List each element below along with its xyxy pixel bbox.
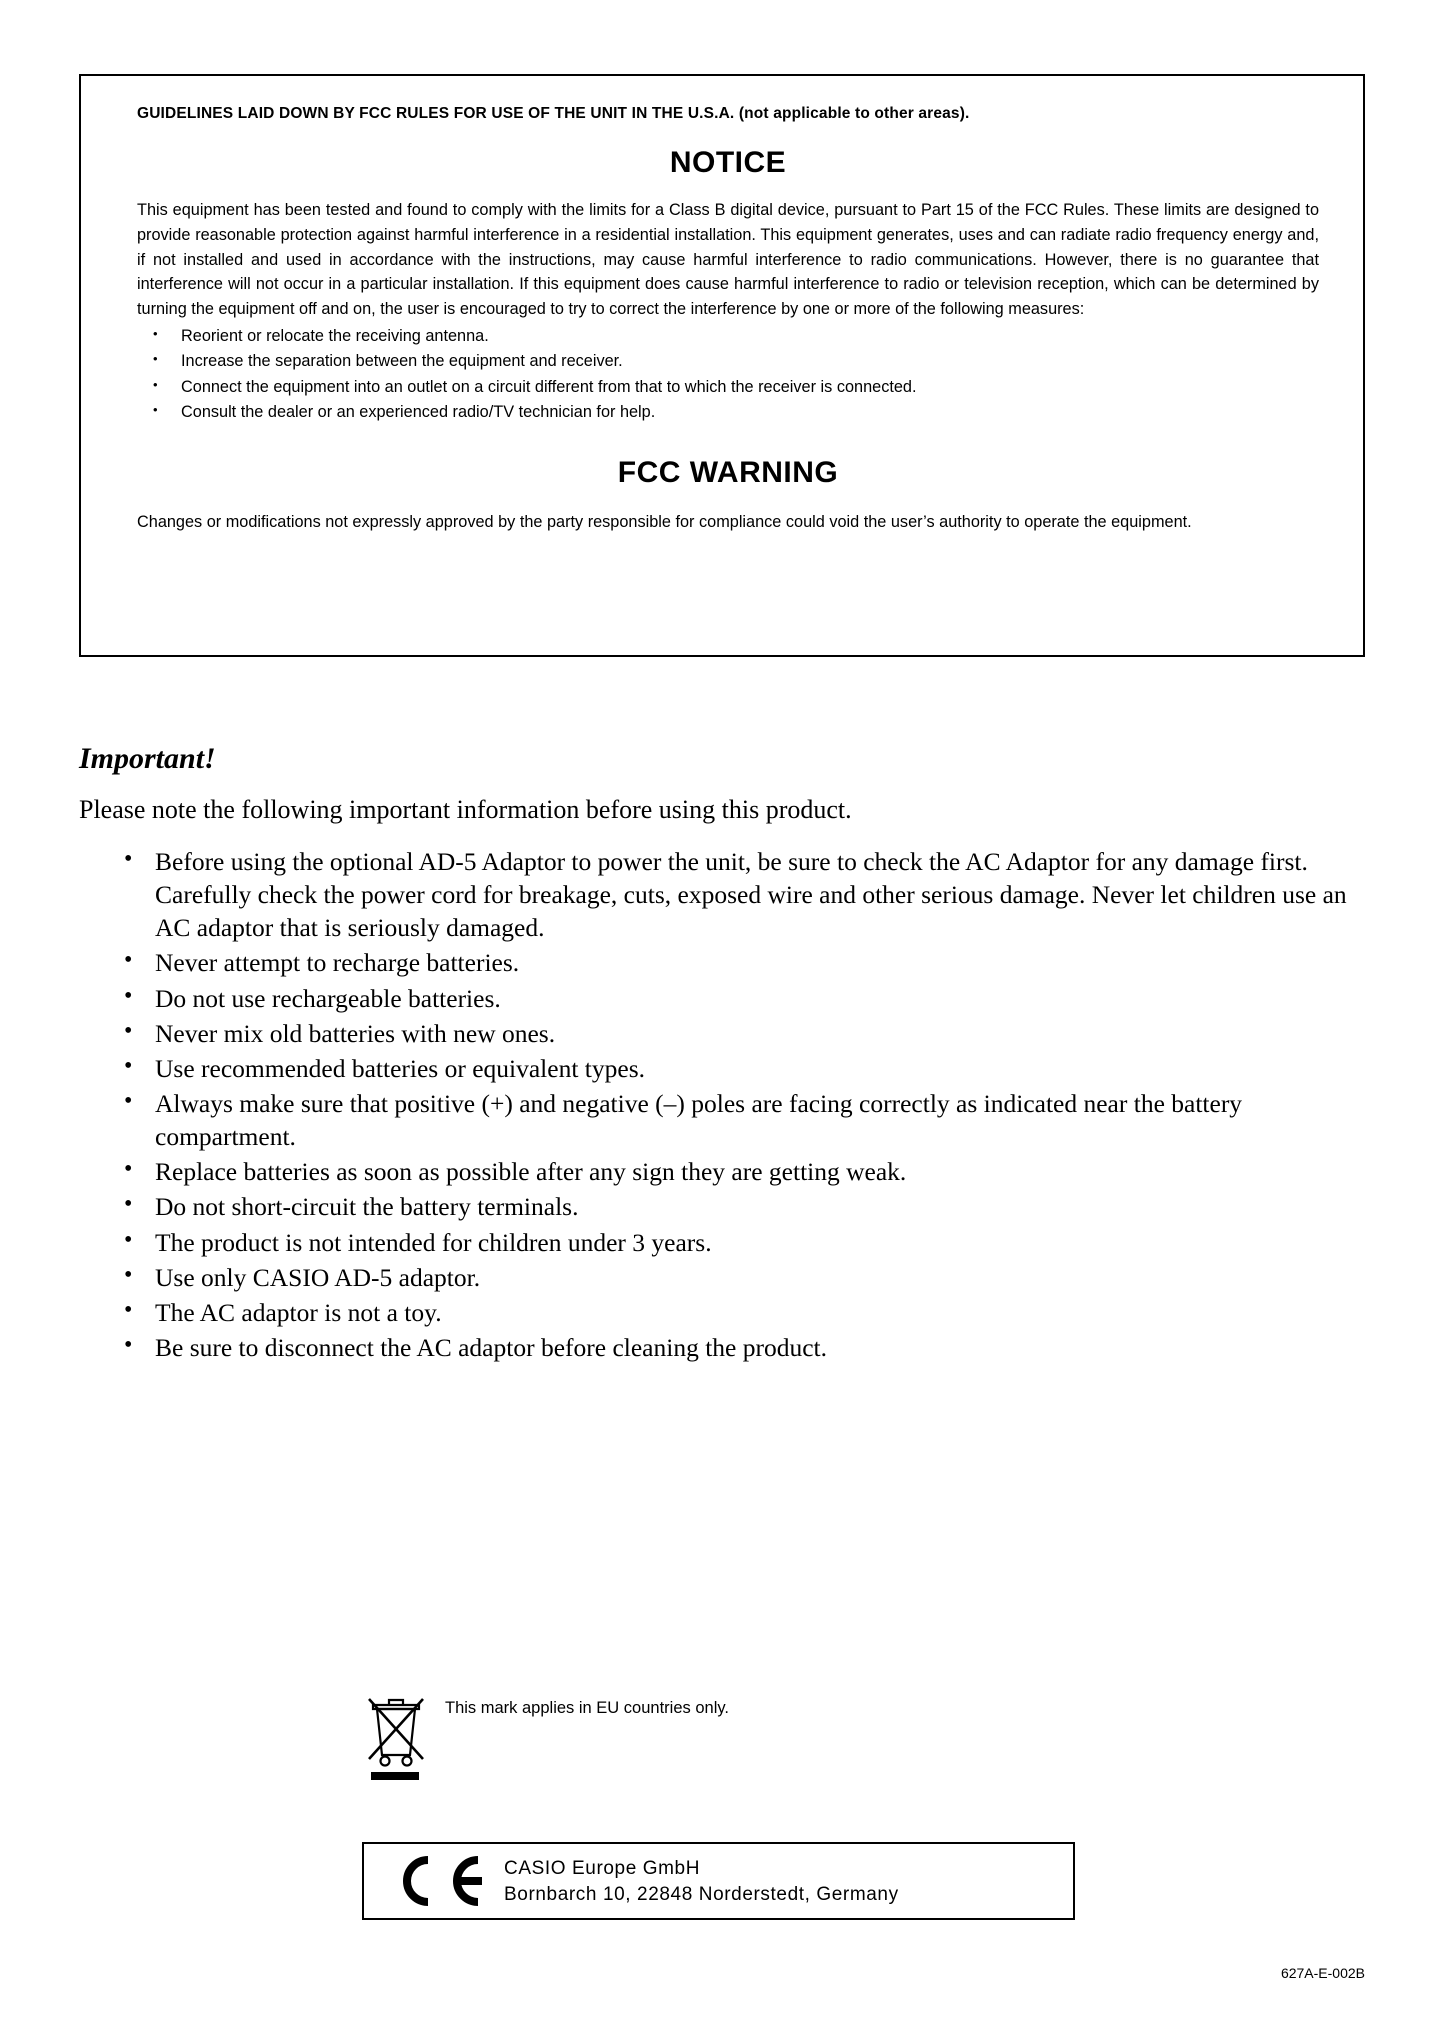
ce-company-name: CASIO Europe GmbH <box>504 1858 701 1879</box>
list-item: • Connect the equipment into an outlet on a circuit different from that to which the receiver is connected. <box>137 375 1319 400</box>
list-item: • Before using the optional AD-5 Adaptor to power the unit, be sure to check the AC Adaptor for any damage first. Carefully check the power cord for breakage, cuts, exposed wire and other serious damage. Never let children use an AC adaptor that is seriously damaged. <box>120 845 1365 944</box>
fcc-measures-list <box>137 324 1319 426</box>
list-item: • Use only CASIO AD-5 adaptor. <box>120 1261 1365 1294</box>
list-item: • Increase the separation between the equipment and receiver. <box>137 349 1319 374</box>
notice-body-text: This equipment has been tested and found to comply with the limits for a Class B digital device, pursuant to Part 15 of the FCC Rules. These limits are designed to provide reasonable protection against harmful interference in a residential installation. This equipment generates, uses and can radiate radio frequency energy and, if not installed and used in accordance with the instructions, may cause harmful interference to radio communications. However, there is no guarantee that interference will not occur in a particular installation. If this equipment does cause harmful interference to radio or television reception, which can be determined by turning the equipment off and on, the user is encouraged to try to correct the interference by one or more of the following measures: <box>137 201 1319 319</box>
list-item: • Consult the dealer or an experienced radio/TV technician for help. <box>137 400 1319 425</box>
list-item: • Never mix old batteries with new ones. <box>120 1017 1365 1050</box>
list-item: • Never attempt to recharge batteries. <box>120 946 1365 979</box>
important-heading: Important! <box>79 742 216 775</box>
fcc-warning-heading: FCC WARNING <box>617 455 839 489</box>
ce-address-block <box>504 1856 899 1908</box>
fcc-guidelines-heading: GUIDELINES LAID DOWN BY FCC RULES FOR USE OF THE UNIT IN THE U.S.A. (not applicable to other areas). <box>137 105 970 122</box>
weee-mark-group <box>365 1693 1065 1803</box>
list-item: • Be sure to disconnect the AC adaptor before cleaning the product. <box>120 1331 1365 1364</box>
list-item: • Reorient or relocate the receiving antenna. <box>137 324 1319 349</box>
list-item: • Replace batteries as soon as possible after any sign they are getting weak. <box>120 1155 1365 1188</box>
crossed-out-wheeled-bin-icon <box>365 1693 427 1783</box>
ce-declaration-box <box>362 1842 1075 1920</box>
list-item: • Always make sure that positive (+) and negative (–) poles are facing correctly as indicated near the battery compartment. <box>120 1087 1365 1153</box>
notice-heading: NOTICE <box>669 146 787 180</box>
fcc-notice-box <box>79 74 1365 657</box>
ce-company-address: Bornbarch 10, 22848 Norderstedt, Germany <box>504 1883 899 1905</box>
important-intro-text: Please note the following important information before using this product. <box>79 795 852 824</box>
list-item: • Do not short-circuit the battery terminals. <box>120 1190 1365 1223</box>
fcc-warning-body-text: Changes or modifications not expressly approved by the party responsible for compliance could void the user’s authority to operate the equipment. <box>137 512 1192 531</box>
important-bullet-list <box>120 845 1365 1366</box>
list-item: • The product is not intended for children under 3 years. <box>120 1226 1365 1259</box>
document-code: 627A-E-002B <box>1280 1965 1365 1981</box>
list-item: • The AC adaptor is not a toy. <box>120 1296 1365 1329</box>
weee-mark-text: This mark applies in EU countries only. <box>445 1699 729 1717</box>
list-item: • Do not use rechargeable batteries. <box>120 982 1365 1015</box>
ce-mark-icon <box>394 1856 486 1906</box>
list-item: • Use recommended batteries or equivalent types. <box>120 1052 1365 1085</box>
